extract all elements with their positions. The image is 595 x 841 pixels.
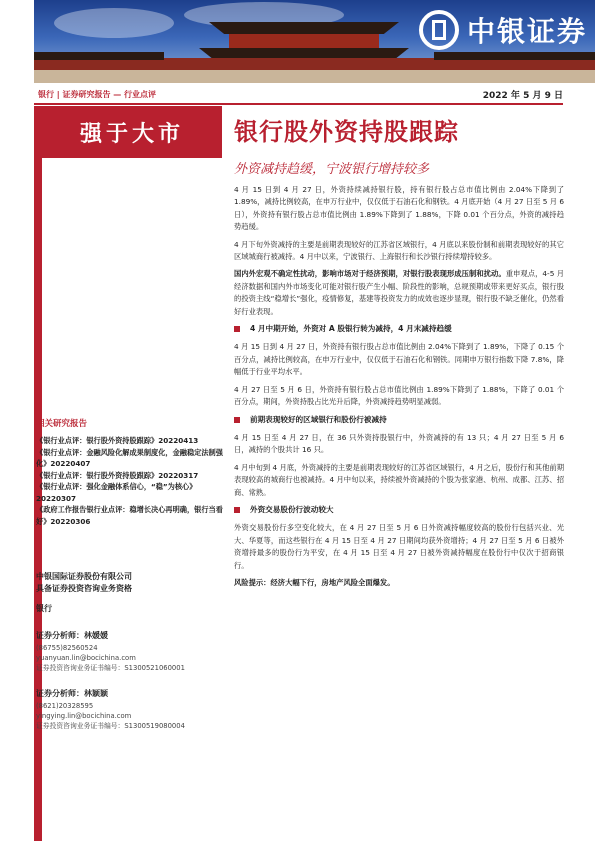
- bullet-square-icon: [234, 507, 240, 513]
- brand-name: 中银证券: [466, 15, 587, 48]
- risk-warning: 风险提示：经济大幅下行，房地产风险全面爆发。: [234, 577, 395, 587]
- company-info: [36, 571, 224, 614]
- report-title: 银行股外资持股跟踪: [234, 118, 459, 146]
- body-paragraph: 4 月中旬到 4 月底，外资减持的主要是前期表现较好的江苏省区域银行，4 月之后，股份行和其他前期表现较高的城商行也被减持。4 月中旬以来，持续被外资减持的个股为张家港、杭州、成都、江苏、招商、常熟。: [234, 462, 564, 497]
- report-subtitle: 外资减持趋缓，宁波银行增持较多: [234, 162, 430, 177]
- section-heading: 前期表现较好的区域银行和股份行被减持: [234, 414, 564, 426]
- body-paragraph: 外资交易股份行多空变化较大，在 4 月 27 日至 5 月 6 日外资减持幅度较高的股份行包括兴业、光大、华夏等，而这些银行在 4 月 15 日至 4 月 27 日期间均获外资增持；4 月 27 日至 5 月 6 日被外资增持最多的股份行为平安，在 4 月 15 日至 4 月 27 日被外资减持幅度在股份行中仅次于招商银行。: [234, 523, 564, 570]
- related-heading: 相关研究报告: [36, 419, 88, 429]
- sector-label: 银行: [36, 604, 52, 613]
- palace-roof: [199, 48, 409, 58]
- analyst-phone: (8621)20328595: [36, 702, 94, 710]
- analyst-name: 证券分析师：林颖颖: [36, 689, 108, 698]
- report-date: 2022 年 5 月 9 日: [482, 90, 563, 101]
- related-item[interactable]: 《银行业点评：强化金融体系信心，“稳”为核心》20220307: [36, 482, 197, 503]
- palace-wall: [229, 34, 379, 50]
- bullet-square-icon: [234, 326, 240, 332]
- body-paragraph: 4 月 15 日至 4 月 27 日，在 36 只外资持股银行中，外资减持的有 13 只；4 月 27 日至 5 月 6 日，减持的个股共计 16 只。: [234, 432, 564, 455]
- boc-logo-icon: [419, 10, 459, 50]
- body-paragraph: 4 月 27 日至 5 月 6 日，外资持有银行股占总市值比例由 1.89%下降到了 1.88%，下降了 0.01 个百分点，期间，外资持股占比光升后降，外资减持趋势明显减弱。: [234, 384, 564, 407]
- section-heading: 4 月中期开始，外资对 A 股银行转为减持，4 月末减持趋缓: [234, 323, 564, 335]
- related-item[interactable]: 《银行业点评：银行股外资持股跟踪》20220413: [36, 436, 199, 445]
- divider: [34, 103, 563, 105]
- body-text: 重申观点，4-5 月经济数据和国内外市场变化可能对银行股产生小幅、阶段性的影响，总规预期或带来更好买点，银行股的投资主线“稳增长”强化，疫情修复，基建等投资发力的成效也逐步显现，银行股不缺乏催化，仍然看好行业表现。: [234, 269, 564, 316]
- analyst-phone: (86755)82560524: [36, 644, 98, 652]
- related-item[interactable]: 《政府工作报告银行业点评：稳增长决心再明确，银行当看好》20220306: [36, 505, 223, 526]
- palace-roof: [209, 22, 399, 34]
- company-qualification: 具备证券投资咨询业务资格: [36, 584, 132, 593]
- related-item[interactable]: 《银行业点评：银行股外资持股跟踪》20220317: [36, 470, 199, 480]
- analyst-name: 证券分析师：林媛媛: [36, 631, 108, 640]
- related-item[interactable]: 《银行业点评：金融风险化解成果制度化，金融稳定法制强化》20220407: [36, 447, 223, 468]
- category-line: [36, 86, 563, 102]
- related-reports: [36, 417, 224, 527]
- brand-logo: [419, 10, 587, 50]
- analyst-email[interactable]: yingying.lin@bocichina.com: [36, 712, 132, 720]
- body-paragraph: [234, 268, 564, 318]
- key-point: 国内外宏观不确定性扰动，影响市场对于经济预期，对银行股表现形成压制和扰动。: [234, 269, 506, 279]
- report-category: 银行 | 证券研究报告 — 行业点评: [38, 89, 157, 99]
- analyst-block: [36, 630, 224, 673]
- analyst-block: [36, 688, 224, 731]
- section-heading: 外资交易股份行波动较大: [234, 504, 564, 516]
- cloud-decoration: [54, 8, 174, 38]
- report-body: [234, 184, 564, 594]
- analyst-email[interactable]: yuanyuan.lin@bocichina.com: [36, 654, 136, 662]
- body-paragraph: 4 月下旬外资减持的主要是前期表现较好的江苏省区域银行，4 月底以来股份制和前期表现较好的其它区域城商行被减持。4 月中以来，宁波银行、上海银行和长沙银行持续增持较多。: [234, 239, 564, 262]
- body-paragraph: 4 月 15 日到 4 月 27 日，外资持有银行股占总市值比例由 2.04%下降到了 1.89%，下降了 0.15 个百分点，减持比例较高，在申万行业中，仅仅低于石油石化和钢铁。同期申万银行指数下降 7.8%，降幅低于行业平均水平。: [234, 342, 564, 377]
- rating-box: 强于大市: [42, 106, 222, 158]
- courtyard: [34, 70, 595, 83]
- palace-roof: [34, 52, 164, 60]
- bullet-square-icon: [234, 417, 240, 423]
- company-name: 中银国际证券股份有限公司: [36, 572, 132, 581]
- palace-roof: [434, 52, 595, 60]
- header-banner: [34, 0, 595, 83]
- analyst-license: 证券投资咨询业务证书编号：S1300521060001: [36, 664, 185, 672]
- body-paragraph: 4 月 15 日到 4 月 27 日，外资持续减持银行股，持有银行股占总市值比例由 2.04%下降到了 1.89%，减持比例较高，在申万行业中，仅仅低于石油石化和钢铁。4 月底开始（4 月 27 日至 5 月 6 日），外资持有银行股占总市值比例由 1.89%下降到了 1.88%，下降 0.01 个百分点，外资的减持趋势趋缓。: [234, 185, 564, 232]
- related-list: [36, 435, 224, 527]
- analyst-license: 证券投资咨询业务证书编号：S1300519080004: [36, 722, 185, 730]
